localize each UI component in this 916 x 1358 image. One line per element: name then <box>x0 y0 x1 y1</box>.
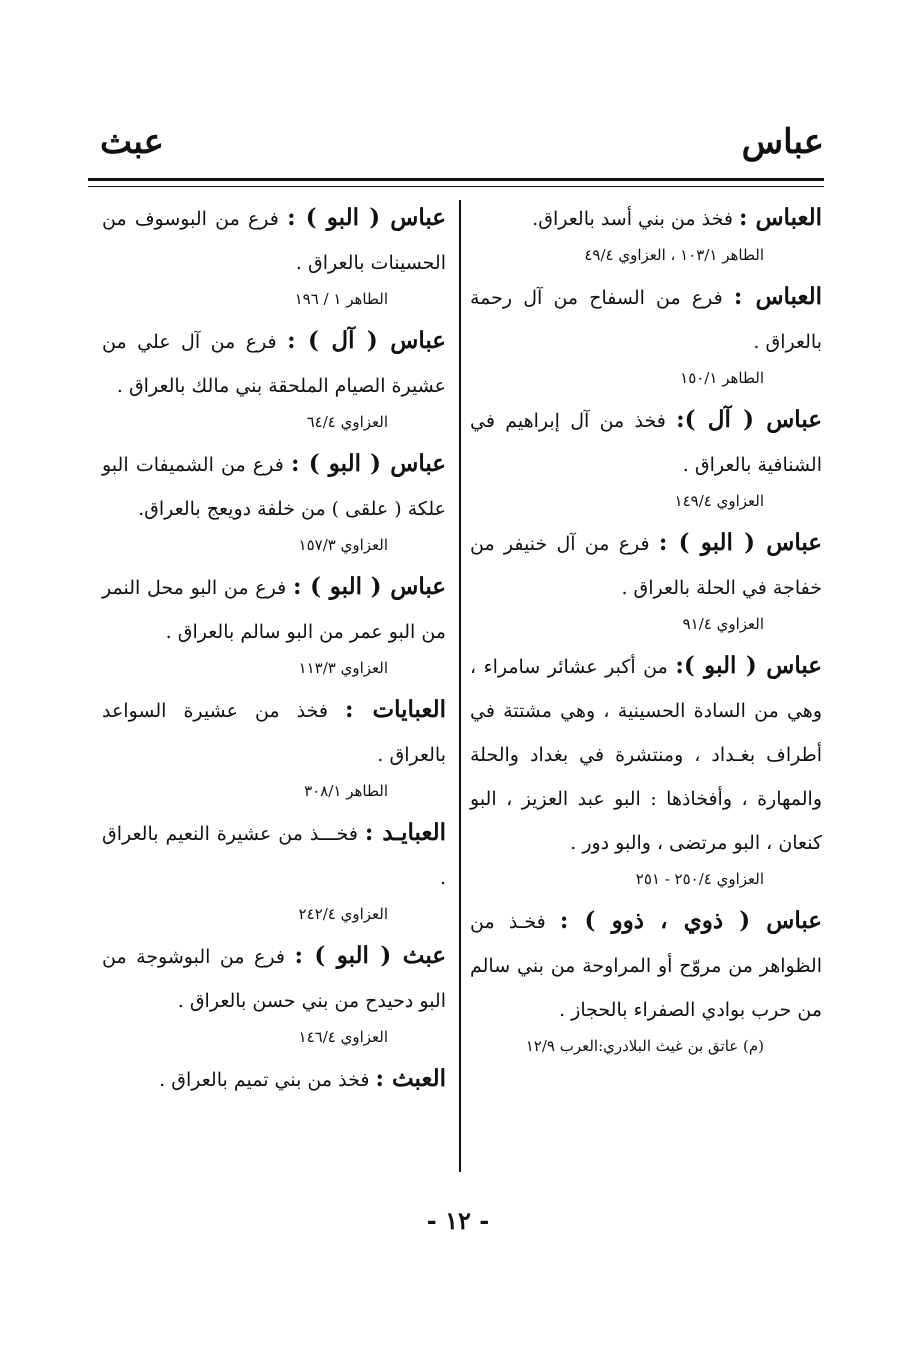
entry-text-line <box>102 934 446 1023</box>
entry-source-reference: العزاوي ٢٤٢/٤ <box>298 905 388 923</box>
entry-definition: فرع من آل علي من عشيرة الصيام الملحقة بني مالك بالعراق . <box>102 331 446 397</box>
entry-text-line <box>102 688 446 777</box>
entry-text-line <box>102 442 446 531</box>
dictionary-entry <box>470 644 822 893</box>
entry-headword: عباس ( البو ) : <box>291 450 446 477</box>
entry-source-reference: الطاهر ١ / ١٩٦ <box>294 290 388 308</box>
left-column <box>102 196 446 1108</box>
entry-text-line <box>102 565 446 654</box>
entry-headword: عباس ( البو ) : <box>287 204 446 231</box>
entry-text-line <box>102 196 446 285</box>
entry-headword: عبث ( البو ) : <box>294 942 446 969</box>
entry-text-line <box>470 275 822 364</box>
entry-source-reference: العزاوي ١٥٧/٣ <box>298 536 388 554</box>
entry-text-line <box>102 811 446 900</box>
dictionary-entry <box>102 319 446 436</box>
dictionary-entry <box>470 521 822 638</box>
header-left-word: عبث <box>100 122 164 162</box>
header-rule-thin <box>88 186 824 187</box>
entry-headword: العبث : <box>375 1065 446 1092</box>
entry-source-reference: العزاوي ٢٥٠/٤ - ٢٥١ <box>635 870 764 888</box>
header-rule-thick <box>88 178 824 181</box>
entry-definition: فخـذ من الظواهر من مروّح أو المراوحة من بني سالم من حرب بوادي الصفراء بالحجاز . <box>470 911 822 1021</box>
entry-headword: عباس ( آل ): <box>676 406 822 433</box>
entry-headword: العباس : <box>733 283 822 310</box>
entry-text-line <box>470 899 822 1032</box>
entry-text-line <box>470 521 822 610</box>
entry-headword: العبايات : <box>345 696 446 723</box>
entry-definition: فخـــذ من عشيرة النعيم بالعراق . <box>102 823 446 889</box>
entry-headword: عباس ( البو ) : <box>292 573 447 600</box>
entry-source-reference: الطاهر ٣٠٨/١ <box>304 782 388 800</box>
dictionary-entry <box>470 398 822 515</box>
entry-definition: فرع من الشميفات البو علكة ( علقى ) من خلفة دويعج بالعراق. <box>102 454 446 520</box>
dictionary-entry <box>102 688 446 805</box>
dictionary-entry <box>470 899 822 1060</box>
entry-definition: فخذ من عشيرة السواعد بالعراق . <box>102 700 446 766</box>
entry-definition: فخذ من آل إبراهيم في الشنافية بالعراق . <box>470 410 822 476</box>
dictionary-entry <box>470 196 822 269</box>
dictionary-entry <box>102 196 446 313</box>
entry-definition: فرع من البوشوجة من البو دحيدح من بني حسن بالعراق . <box>102 946 446 1012</box>
entry-definition: فخذ من بني أسد بالعراق. <box>532 208 733 230</box>
entry-definition: فرع من السفاح من آل رحمة بالعراق . <box>470 287 822 353</box>
dictionary-entry <box>102 565 446 682</box>
entry-headword: عباس ( آل ) : <box>287 327 447 354</box>
entry-text-line <box>470 644 822 865</box>
entry-definition: من أكبر عشائر سامراء ، وهي من السادة الحسينية ، وهي مشتتة في أطراف بغـداد ، ومنتشرة في بغداد والحلة والمهارة ، وأفخاذها : البو عبد العزيز ، البو كنعان ، البو مرتضى ، والبو دور . <box>470 656 822 854</box>
entry-text-line <box>470 398 822 487</box>
entry-headword: عباس ( ذوي ، ذوو ) : <box>559 907 823 934</box>
dictionary-entry <box>102 1057 446 1102</box>
entry-headword: عباس ( البو ): <box>675 652 822 679</box>
entry-source-reference: الطاهر ١٥٠/١ <box>680 369 764 387</box>
entry-source-reference: العزاوي ٦٤/٤ <box>306 413 388 431</box>
page-number: - ١٢ - <box>426 1206 490 1235</box>
entry-text-line <box>102 1057 446 1102</box>
dictionary-entry <box>102 442 446 559</box>
entry-source-reference: الطاهر ١٠٣/١ ، العزاوي ٤٩/٤ <box>584 246 764 264</box>
entry-definition: فرع من آل خنيفر من خفاجة في الحلة بالعراق . <box>470 533 822 599</box>
entry-source-reference: (م) عاتق بن غيث البلادري:العرب ١٢/٩ <box>525 1037 764 1055</box>
entry-source-reference: العزاوي ١٤٩/٤ <box>674 492 764 510</box>
entry-headword: عباس ( البو ) : <box>658 529 822 556</box>
entry-definition: فرع من البو محل النمر من البو عمر من البو سالم بالعراق . <box>102 577 446 643</box>
column-divider <box>459 200 461 1172</box>
entry-text-line <box>102 319 446 408</box>
right-column <box>470 196 822 1066</box>
entry-source-reference: العزاوي ١١٣/٣ <box>298 659 388 677</box>
entry-headword: العباس : <box>738 204 822 231</box>
dictionary-entry <box>102 811 446 928</box>
entry-text-line <box>470 196 822 241</box>
header-right-word: عباس <box>741 122 824 162</box>
dictionary-entry <box>470 275 822 392</box>
entry-definition: فخذ من بني تميم بالعراق . <box>159 1069 370 1091</box>
entry-source-reference: العزاوي ١٤٦/٤ <box>298 1028 388 1046</box>
entry-headword: العبايـد : <box>364 819 446 846</box>
entry-source-reference: العزاوي ٩١/٤ <box>682 615 764 633</box>
dictionary-entry <box>102 934 446 1051</box>
entry-definition: فرع من البوسوف من الحسينات بالعراق . <box>102 208 446 274</box>
